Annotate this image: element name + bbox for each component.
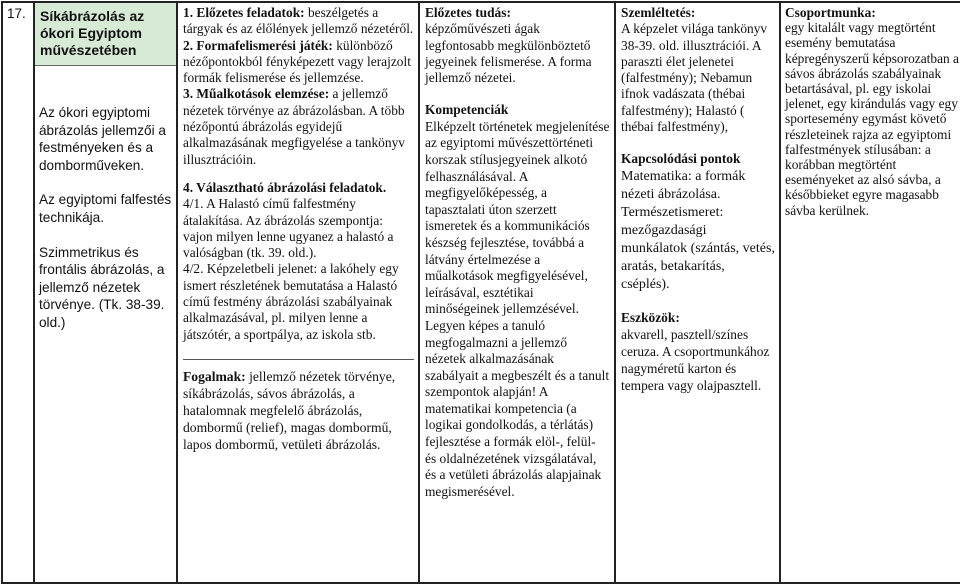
knowledge-cell	[419, 2, 615, 583]
tools-label-text: Eszközök:	[621, 309, 680, 325]
row-number: 17.	[7, 6, 26, 21]
concepts	[183, 359, 414, 453]
concepts-text: jellemző nézetek törvénye, síkábrázolás, sávos ábrázolás, a hatalomnak megfelelő ábrázolás, dombormű (relief), magas dombormű, lapos dombormű, vetületi ábrázolás.	[183, 368, 396, 452]
topic-title: Síkábrázolás az ókori Egyiptom művészetében	[35, 3, 176, 66]
task-3	[183, 86, 414, 167]
group-work-cell	[780, 2, 960, 583]
links-label	[621, 151, 776, 167]
table-row	[2, 2, 960, 583]
competencies-label-text: Kompetenciák	[425, 102, 509, 118]
knowledge-content	[420, 3, 614, 500]
task-4-2: 4/2. Képzeletbeli jelenet: a lakóhely egy ismert részletének bemutatása a Halastó című festmény ábrázolási szabályainak alkalmazásával, pl. milyen lenne a játszótér, a sportpálya, az iskola stb.	[183, 261, 399, 342]
concepts-label: Fogalmak:	[183, 368, 246, 384]
demo-label	[621, 5, 776, 21]
prior-label-text: Előzetes tudás:	[425, 5, 511, 20]
tasks-content	[178, 3, 418, 453]
tasks-cell	[177, 2, 419, 583]
topic-points	[35, 66, 176, 332]
competencies-label	[425, 102, 610, 118]
prior-knowledge-label	[425, 5, 610, 21]
resources-cell	[615, 2, 780, 583]
lesson-plan-table	[1, 1, 960, 584]
demo-text: A képzelet világa tankönyv 38-39. old. illusztrációi. A paraszti élet jelenetei (falfestmény); Nebamun ifnok vadászata (thébai falfestmény); Halastó ( thébai falfestmény),	[621, 21, 768, 135]
topic-cell	[34, 2, 177, 583]
group-work-label: Csoportmunka:	[785, 5, 876, 20]
demo-label-text: Szemléltetés:	[621, 5, 696, 20]
row-number-cell	[2, 2, 34, 583]
task-1-label: 1. Előzetes feladatok:	[183, 5, 305, 20]
group-work-text: egy kitalált vagy megtörtént esemény bemutatása képregényszerű képsorozatban a sávos ábrázolás szabályainak betartásával, pl. egy iskolai jelenet, egy kirándulás vagy egy sportesemény egymást követő részleteinek rajza az egyiptomi falfestmények stílusában: a korábban megtörtént eseményeket az alsó sávba, a későbbieket egyre magasabb sávba kerülnek.	[785, 20, 959, 218]
task-2-text: különböző nézőpontokból fényképezett vagy lerajzolt formák felismerése és jellemzése.	[183, 37, 411, 86]
task-4	[183, 180, 414, 196]
topic-point-3: Szimmetrikus és frontális ábrázolás, a jellemző nézetek törvénye. (Tk. 38-39. old.)	[39, 244, 165, 330]
task-1-text: beszélgetés a tárgyak és az élőlények jellemző nézetéről.	[183, 5, 414, 37]
task-3-label: 3. Műalkotások elemzése:	[183, 86, 330, 102]
links-text: Matematika: a formák nézeti ábrázolása. Természetismeret: mezőgazdasági munkálatok (szántás, vetés, aratás, betakarítás, cséplés).	[621, 168, 775, 292]
tools-text: akvarell, pasztell/színes ceruza. A csoportmunkához nagyméretű karton és tempera vagy olajpasztell.	[621, 326, 770, 393]
competencies-text: Elképzelt történetek megjelenítése az egyiptomi művészettörténeti korszak stílusjegyeinek alkotó felhasználásával. A megfigyelőképesség, a tapasztalati úton szerzett ismeretek és a kommunikációs készség fejlesztése, továbbá a látvány értelmezése a műalkotások megfigyelésével, leírásával, esztétikai minőségeinek jellemzésével. Legyen képes a tanuló megfogalmazni a jellemző nézetek alkalmazásának szabályait a megbeszélt és a tanult szempontok alapján! A matematikai kompetencia (a logikai gondolkodás, a térlátás) fejlesztése a formák elöl-, felül- és oldalnézetének vizsgálatával, és a vetületi ábrázolás alapjainak megismerésével.	[425, 118, 610, 499]
task-4-label: 4. Választható ábrázolási feladatok.	[183, 179, 387, 195]
topic-point-2: Az egyiptomi falfestés technikája.	[39, 192, 172, 225]
task-3-text: a jellemző nézetek törvénye az ábrázolásban. A több nézőpontú ábrázolás egyidejű alkalmazásának megfigyelése a tankönyv illusztrációin.	[183, 86, 405, 167]
links-label-text: Kapcsolódási pontok	[621, 151, 741, 167]
resources-content	[616, 3, 779, 394]
task-1	[183, 5, 414, 38]
tools-label	[621, 310, 776, 326]
task-4-1: 4/1. A Halastó című falfestmény átalakítása. Az ábrázolás szempontja: vajon milyen lenne ugyanez a halastó a valóságban (tk. 39. old.).	[183, 196, 394, 261]
topic-point-1: Az ókori egyiptomi ábrázolás jellemzői a festményeken és a domborműveken.	[39, 105, 166, 173]
task-2	[183, 38, 414, 87]
task-2-label: 2. Formafelismerési játék:	[183, 37, 333, 53]
group-work-content	[781, 3, 960, 218]
prior-knowledge-text: képzőművészeti ágak legfontosabb megkülönböztető jegyeinek felismerése. A forma jellemző nézetei.	[425, 21, 592, 86]
